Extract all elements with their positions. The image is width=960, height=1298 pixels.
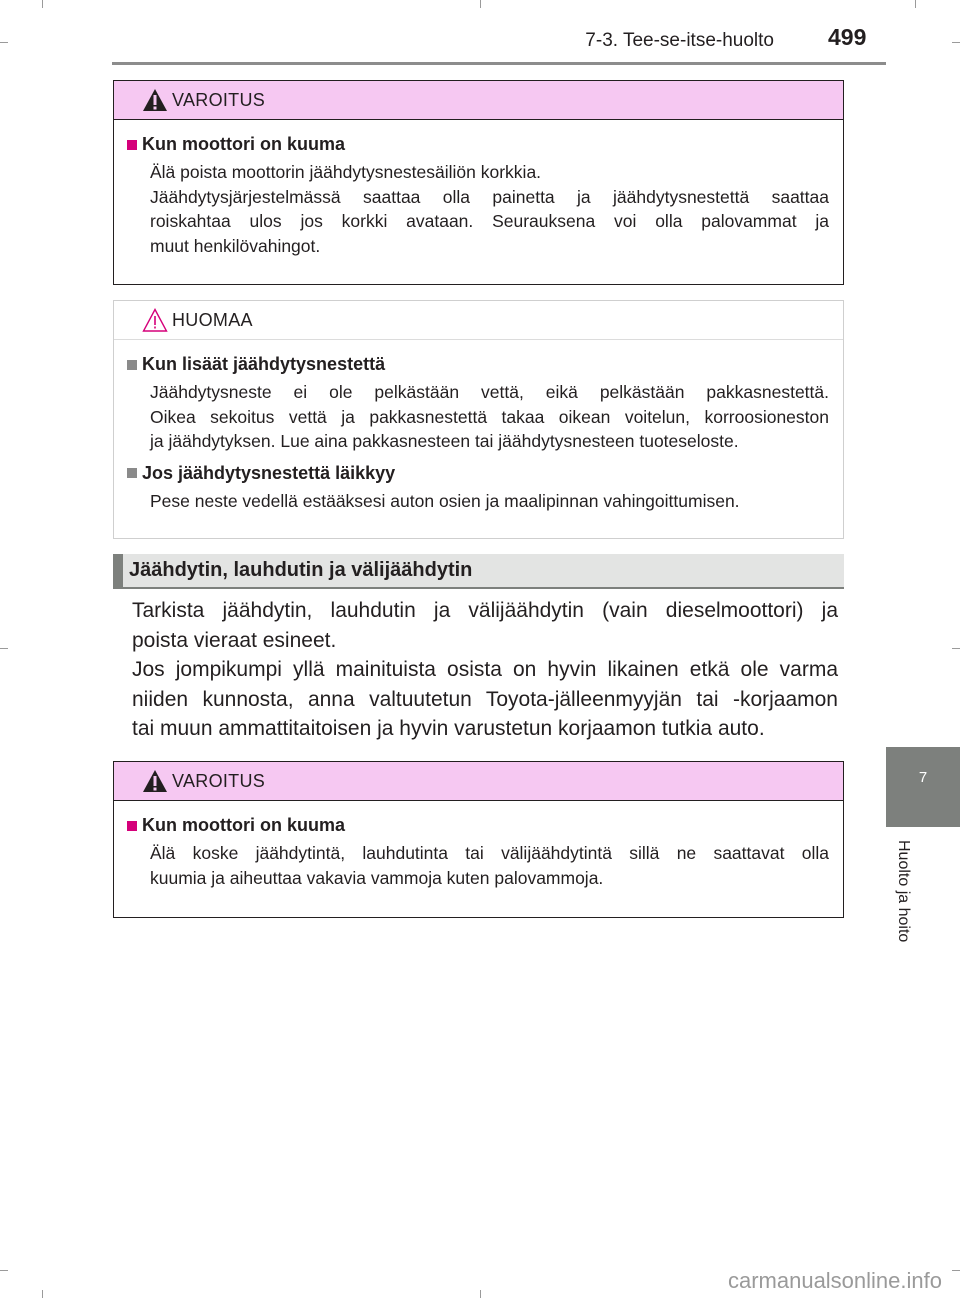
warning-box-header bbox=[114, 81, 843, 120]
body-text-line: poista vieraat esineet. bbox=[132, 628, 337, 652]
warning-triangle-icon bbox=[142, 769, 168, 793]
notice-text-line: Jäähdytysneste ei ole pelkästään vettä, eikä pelkästään pakkasnestettä. bbox=[150, 382, 829, 402]
warning-box bbox=[113, 761, 844, 918]
chapter-label bbox=[882, 840, 922, 970]
crop-mark bbox=[952, 42, 960, 43]
body-text-line: niiden kunnosta, anna valtuutetun Toyota-jälleenmyyjän tai -korjaamon bbox=[132, 687, 838, 711]
warning-box-title: VAROITUS bbox=[172, 90, 266, 110]
watermark: carmanualsonline.info bbox=[727, 1268, 942, 1293]
warning-text-line: Jäähdytysjärjestelmässä saattaa olla painetta ja jäähdytysnestettä saattaa bbox=[150, 186, 829, 207]
chapter-number: 7 bbox=[918, 769, 928, 786]
warning-box-title: VAROITUS bbox=[172, 771, 266, 791]
chapter-tab bbox=[886, 747, 960, 827]
notice-item-text bbox=[150, 380, 829, 454]
page-number: 499 bbox=[828, 24, 867, 50]
notice-item-title-text: Kun lisäät jäähdytysnestettä bbox=[142, 354, 386, 374]
notice-item-title-text: Jos jäähdytysnestettä läikkyy bbox=[142, 462, 396, 483]
warning-text-line: Älä koske jäähdytintä, lauhdutinta tai välijäähdytintä sillä ne saattavat olla bbox=[150, 843, 829, 863]
bullet-square-icon bbox=[127, 468, 137, 478]
warning-triangle-icon bbox=[142, 88, 168, 112]
crop-mark bbox=[952, 1270, 960, 1271]
notice-item-title bbox=[126, 354, 829, 375]
notice-box bbox=[113, 300, 844, 539]
bullet-square-icon bbox=[127, 140, 137, 150]
warning-item-title-text: Kun moottori on kuuma bbox=[142, 815, 345, 835]
warning-item-title-text: Kun moottori on kuuma bbox=[142, 134, 345, 154]
warning-text-line: kuumia ja aiheuttaa vakavia vammoja kuten palovammoja. bbox=[150, 867, 604, 888]
running-header-section: 7-3. Tee-se-itse-huolto bbox=[585, 30, 774, 51]
notice-item-text bbox=[150, 489, 829, 514]
bullet-square-icon bbox=[127, 360, 137, 370]
body-text-line: tai muun ammattitaitoisen ja hyvin varustetun korjaamon tutkia auto. bbox=[132, 717, 765, 740]
crop-mark bbox=[952, 648, 960, 649]
warning-text-line: muut henkilövahingot. bbox=[150, 235, 321, 256]
notice-text-line: Oikea sekoitus vettä ja pakkasnestettä takaa oikean voitelun, korroosioneston bbox=[150, 406, 829, 427]
section-heading bbox=[113, 554, 844, 589]
chapter-label-text: Huolto ja hoito bbox=[895, 840, 912, 943]
crop-mark bbox=[42, 0, 43, 8]
crop-mark bbox=[915, 0, 916, 8]
bullet-square-icon bbox=[127, 821, 137, 831]
crop-mark bbox=[480, 0, 481, 8]
notice-text-line: Pese neste vedellä estääksesi auton osien ja maalipinnan vahingoittumisen. bbox=[150, 490, 740, 511]
section-heading-text: Jäähdytin, lauhdutin ja välijäähdytin bbox=[129, 559, 473, 581]
warning-item-text bbox=[150, 160, 829, 258]
body-paragraph bbox=[132, 596, 838, 744]
notice-box-title: HUOMAA bbox=[172, 310, 253, 330]
warning-text-line: roiskahtaa ulos jos korkki avataan. Seurauksena voi olla palovammat ja bbox=[150, 211, 829, 231]
crop-mark bbox=[0, 1270, 8, 1271]
body-text-line: Tarkista jäähdytin, lauhdutin ja välijäähdytin (vain dieselmoottori) ja bbox=[132, 599, 838, 622]
warning-text-line: Älä poista moottorin jäähdytysnestesäiliön korkkia. bbox=[150, 162, 542, 182]
warning-item-title bbox=[126, 134, 829, 155]
header-rule bbox=[112, 62, 886, 65]
warning-item-title bbox=[126, 815, 829, 836]
warning-box bbox=[113, 80, 844, 285]
notice-box-body bbox=[114, 340, 843, 532]
crop-mark bbox=[0, 648, 8, 649]
warning-item-text bbox=[150, 841, 829, 890]
warning-box-body bbox=[114, 120, 843, 277]
crop-mark bbox=[480, 1290, 481, 1298]
crop-mark bbox=[42, 1290, 43, 1298]
notice-text-line: ja jäähdytyksen. Lue aina pakkasnesteen tai jäähdytysnesteen tuoteseloste. bbox=[150, 431, 739, 451]
notice-item-title bbox=[126, 463, 829, 484]
crop-mark bbox=[0, 42, 8, 43]
warning-box-body bbox=[114, 801, 843, 909]
body-text-line: Jos jompikumpi yllä mainituista osista on hyvin likainen etkä ole varma bbox=[132, 658, 838, 681]
warning-box-header bbox=[114, 762, 843, 801]
notice-triangle-icon bbox=[142, 308, 168, 332]
notice-box-header bbox=[114, 301, 843, 340]
